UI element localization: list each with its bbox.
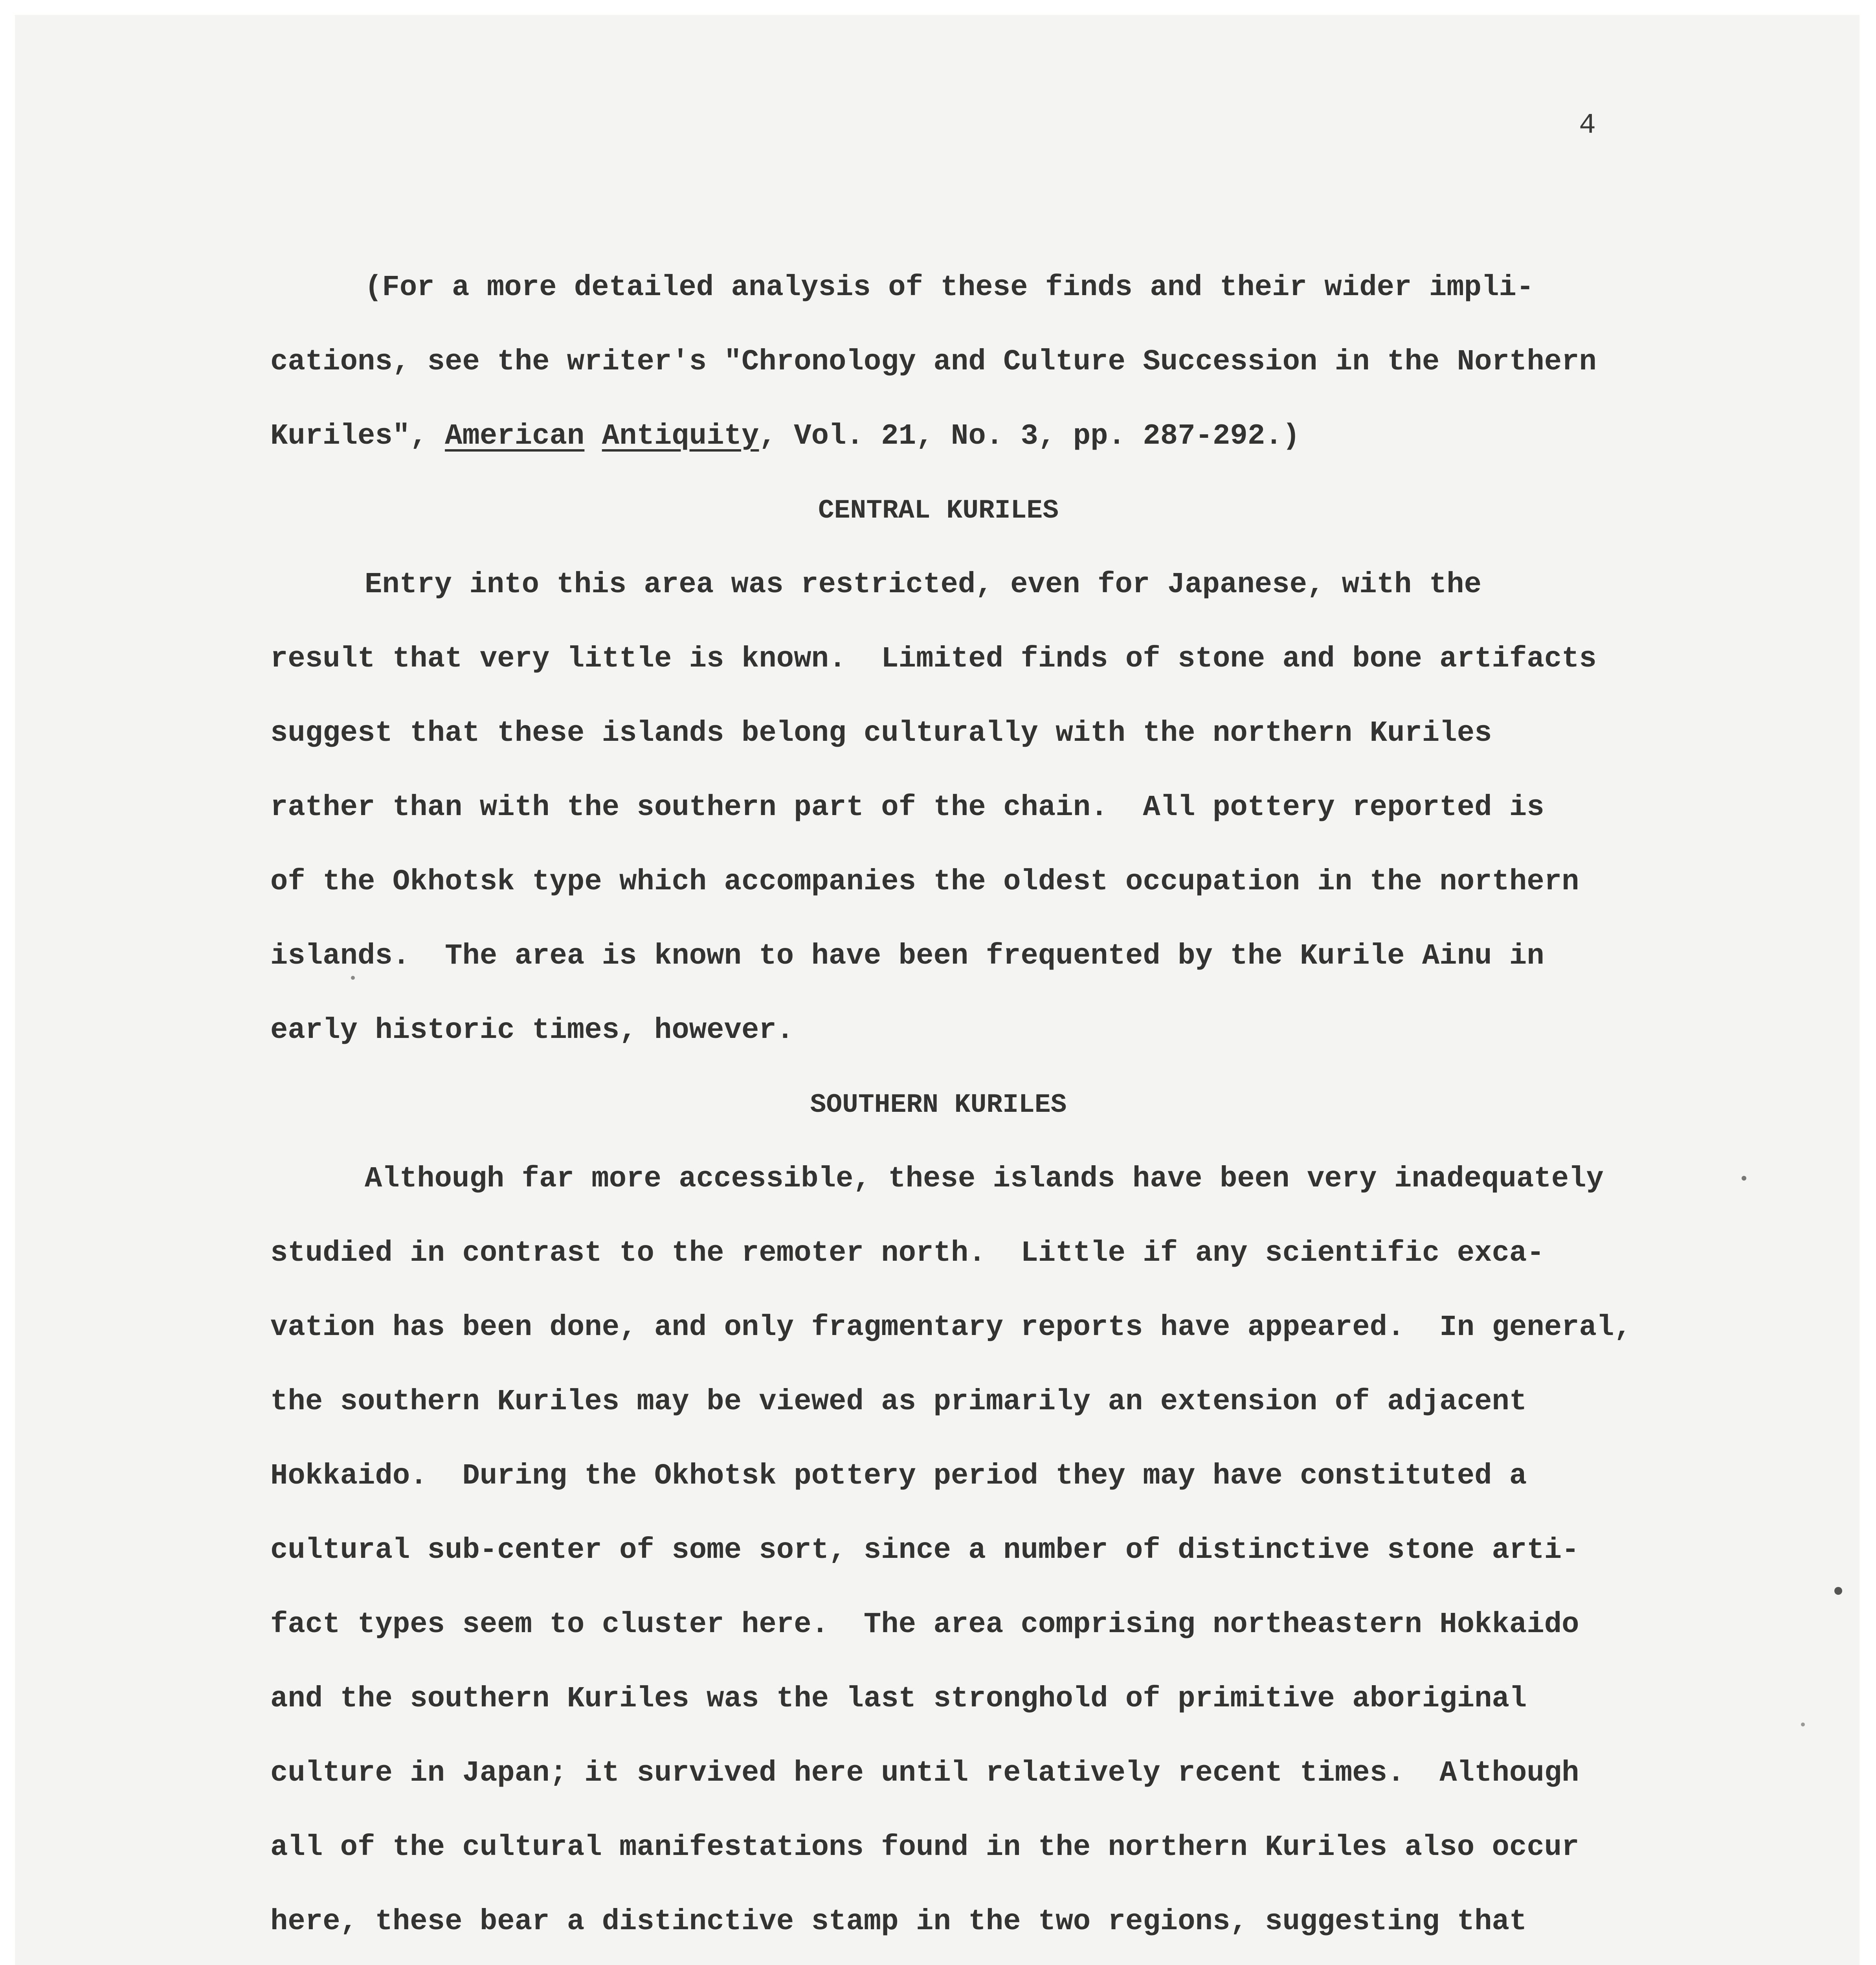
intro-line-3-pre: Kuriles", [270,420,445,453]
southern-line: Although far more accessible, these islands have been very inadequately [365,1162,1604,1196]
southern-line: and the southern Kuriles was the last stronghold of primitive aboriginal [270,1682,1527,1715]
southern-line: cultural sub-center of some sort, since a number of distinctive stone arti- [270,1534,1579,1567]
southern-line: fact types seem to cluster here. The area comprising northeastern Hokkaido [270,1608,1579,1641]
journal-title-american: American [445,420,585,453]
southern-line: Hokkaido. During the Okhotsk pottery period they may have constituted a [270,1460,1527,1493]
southern-line: all of the cultural manifestations found in the northern Kuriles also occur [270,1831,1579,1864]
southern-line: vation has been done, and only fragmentary reports have appeared. In general, [270,1311,1632,1344]
intro-line-2: cations, see the writer's "Chronology and Culture Succession in the Northern [270,345,1597,378]
intro-line-1: (For a more detailed analysis of these finds and their wider impli- [365,271,1534,304]
southern-kuriles-heading: SOUTHERN KURILES [810,1090,1067,1120]
central-line: Entry into this area was restricted, even for Japanese, with the [365,568,1482,601]
intro-line-3 [270,399,1724,474]
southern-line [270,1959,1724,1965]
central-line: of the Okhotsk type which accompanies the oldest occupation in the northern [270,865,1579,898]
central-kuriles-heading: CENTRAL KURILES [818,496,1059,526]
central-line: suggest that these islands belong culturally with the northern Kuriles [270,717,1492,750]
journal-title-antiquity: Antiquity [602,420,759,453]
southern-line: studied in contrast to the remoter north. Little if any scientific exca- [270,1237,1544,1270]
central-line: rather than with the southern part of the chain. All pottery reported is [270,791,1544,824]
southern-line: the southern Kuriles may be viewed as primarily an extension of adjacent [270,1385,1527,1418]
southern-line: culture in Japan; it survived here until relatively recent times. Although [270,1757,1579,1790]
central-line: early historic times, however. [270,1014,794,1047]
document-page [15,15,1859,1965]
page-number: 4 [1579,109,1596,141]
intro-line-3-post: , Vol. 21, No. 3, pp. 287-292.) [759,420,1300,453]
document-body [270,251,1724,1965]
central-line: result that very little is known. Limited finds of stone and bone artifacts [270,643,1597,676]
southern-line: here, these bear a distinctive stamp in the two regions, suggesting that [270,1905,1527,1938]
central-line: islands. The area is known to have been frequented by the Kurile Ainu in [270,940,1544,973]
